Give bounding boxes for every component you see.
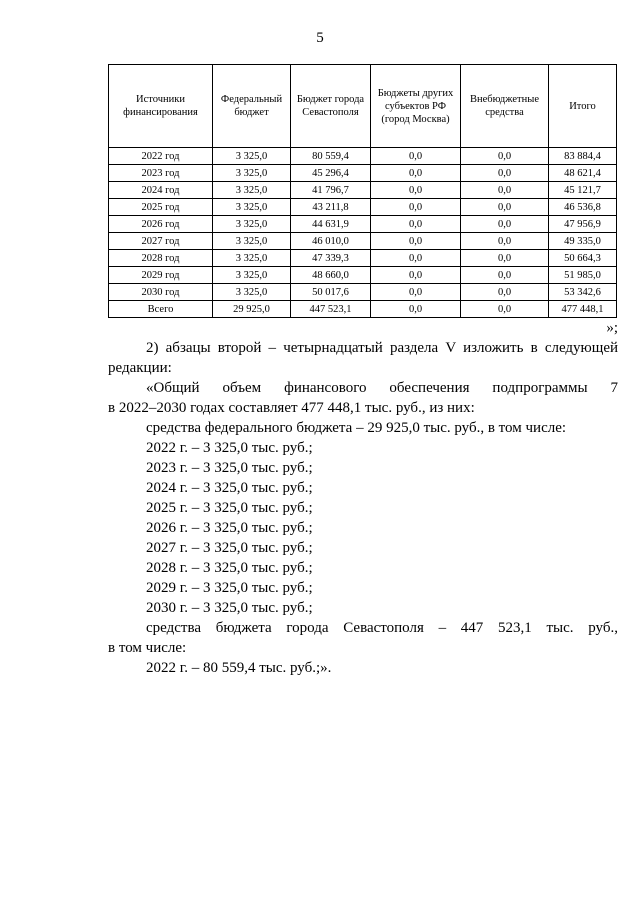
federal-year-line: 2022 г. – 3 325,0 тыс. руб.; xyxy=(146,440,313,456)
table-cell: 3 325,0 xyxy=(213,199,291,216)
federal-year-line: 2028 г. – 3 325,0 тыс. руб.; xyxy=(146,560,313,576)
table-cell: 3 325,0 xyxy=(213,250,291,267)
table-cell: 0,0 xyxy=(371,199,461,216)
table-row xyxy=(109,233,617,250)
table-cell: 0,0 xyxy=(371,250,461,267)
table-cell: 47 956,9 xyxy=(549,216,617,233)
table-cell: 47 339,3 xyxy=(291,250,371,267)
header-sevastopol: Бюджет города Севастополя xyxy=(291,65,371,148)
table-cell: 0,0 xyxy=(461,165,549,182)
table-cell: 447 523,1 xyxy=(291,301,371,318)
table-row xyxy=(109,267,617,284)
table-cell: 83 884,4 xyxy=(549,148,617,165)
table-cell: 3 325,0 xyxy=(213,233,291,250)
header-other-subjects: Бюджеты других субъектов РФ (город Москва) xyxy=(371,65,461,148)
table-row xyxy=(109,165,617,182)
table-cell: 2024 год xyxy=(109,182,213,199)
federal-year-line: 2024 г. – 3 325,0 тыс. руб.; xyxy=(146,480,313,496)
table-cell: 3 325,0 xyxy=(213,182,291,199)
header-sources: Источники финансирования xyxy=(109,65,213,148)
closing-quote: »; xyxy=(606,320,618,336)
table-cell: 0,0 xyxy=(371,284,461,301)
federal-year-line: 2027 г. – 3 325,0 тыс. руб.; xyxy=(146,540,313,556)
table-row xyxy=(109,148,617,165)
table-cell: 48 621,4 xyxy=(549,165,617,182)
table-cell: Всего xyxy=(109,301,213,318)
table-cell: 0,0 xyxy=(371,216,461,233)
table-cell: 2027 год xyxy=(109,233,213,250)
table-row xyxy=(109,301,617,318)
table-cell: 0,0 xyxy=(461,250,549,267)
federal-line: средства федерального бюджета – 29 925,0 тыс. руб., в том числе: xyxy=(146,420,567,436)
table-cell: 2029 год xyxy=(109,267,213,284)
federal-year-line: 2023 г. – 3 325,0 тыс. руб.; xyxy=(146,460,313,476)
financing-table xyxy=(108,64,617,318)
table-cell: 29 925,0 xyxy=(213,301,291,318)
table-cell: 50 664,3 xyxy=(549,250,617,267)
federal-year-line: 2030 г. – 3 325,0 тыс. руб.; xyxy=(146,600,313,616)
header-federal: Федеральный бюджет xyxy=(213,65,291,148)
paragraph-line: средства бюджета города Севастополя – 447 523,1 тыс. руб., xyxy=(146,620,618,636)
table-cell: 0,0 xyxy=(371,182,461,199)
table-cell: 50 017,6 xyxy=(291,284,371,301)
paragraph-line: в 2022–2030 годах составляет 477 448,1 тыс. руб., из них: xyxy=(108,400,475,416)
sevastopol-year-line: 2022 г. – 80 559,4 тыс. руб.;». xyxy=(146,660,332,676)
table-cell: 2030 год xyxy=(109,284,213,301)
table-cell: 3 325,0 xyxy=(213,148,291,165)
table-cell: 3 325,0 xyxy=(213,267,291,284)
table-cell: 0,0 xyxy=(461,216,549,233)
header-total: Итого xyxy=(549,65,617,148)
table-cell: 0,0 xyxy=(371,301,461,318)
table-cell: 2022 год xyxy=(109,148,213,165)
table-cell: 0,0 xyxy=(371,267,461,284)
table-row xyxy=(109,216,617,233)
table-cell: 49 335,0 xyxy=(549,233,617,250)
table-cell: 2023 год xyxy=(109,165,213,182)
table-cell: 48 660,0 xyxy=(291,267,371,284)
table-cell: 44 631,9 xyxy=(291,216,371,233)
header-extrabudgetary: Внебюджетные средства xyxy=(461,65,549,148)
table-cell: 45 296,4 xyxy=(291,165,371,182)
table-cell: 46 010,0 xyxy=(291,233,371,250)
table-row xyxy=(109,199,617,216)
body-text xyxy=(108,318,618,678)
table-cell: 3 325,0 xyxy=(213,165,291,182)
federal-years-list xyxy=(108,438,618,618)
table-cell: 80 559,4 xyxy=(291,148,371,165)
table-cell: 3 325,0 xyxy=(213,216,291,233)
table-cell: 53 342,6 xyxy=(549,284,617,301)
table-cell: 3 325,0 xyxy=(213,284,291,301)
table-row xyxy=(109,182,617,199)
paragraph-line: «Общий объем финансового обеспечения подпрограммы 7 xyxy=(146,380,618,396)
paragraph-line: в том числе: xyxy=(108,640,187,656)
table-cell: 0,0 xyxy=(461,199,549,216)
table-cell: 0,0 xyxy=(371,233,461,250)
table-cell: 46 536,8 xyxy=(549,199,617,216)
federal-year-line: 2026 г. – 3 325,0 тыс. руб.; xyxy=(146,520,313,536)
table-row xyxy=(109,250,617,267)
table-cell: 0,0 xyxy=(461,267,549,284)
table-body xyxy=(109,148,617,318)
paragraph-line: редакции: xyxy=(108,360,172,376)
table-cell: 0,0 xyxy=(461,284,549,301)
table-cell: 0,0 xyxy=(461,301,549,318)
paragraph-line: 2) абзацы второй – четырнадцатый раздела V изложить в следующей xyxy=(146,340,618,356)
table-header-row xyxy=(109,65,617,148)
table-cell: 0,0 xyxy=(461,148,549,165)
table-cell: 0,0 xyxy=(371,148,461,165)
table-row xyxy=(109,284,617,301)
federal-year-line: 2029 г. – 3 325,0 тыс. руб.; xyxy=(146,580,313,596)
table-cell: 2025 год xyxy=(109,199,213,216)
table-cell: 0,0 xyxy=(371,165,461,182)
table-cell: 477 448,1 xyxy=(549,301,617,318)
federal-year-line: 2025 г. – 3 325,0 тыс. руб.; xyxy=(146,500,313,516)
page-number: 5 xyxy=(316,30,324,46)
table-cell: 41 796,7 xyxy=(291,182,371,199)
table-cell: 2026 год xyxy=(109,216,213,233)
table-cell: 2028 год xyxy=(109,250,213,267)
table-cell: 51 985,0 xyxy=(549,267,617,284)
table-cell: 0,0 xyxy=(461,233,549,250)
table-cell: 45 121,7 xyxy=(549,182,617,199)
table-cell: 0,0 xyxy=(461,182,549,199)
table-cell: 43 211,8 xyxy=(291,199,371,216)
